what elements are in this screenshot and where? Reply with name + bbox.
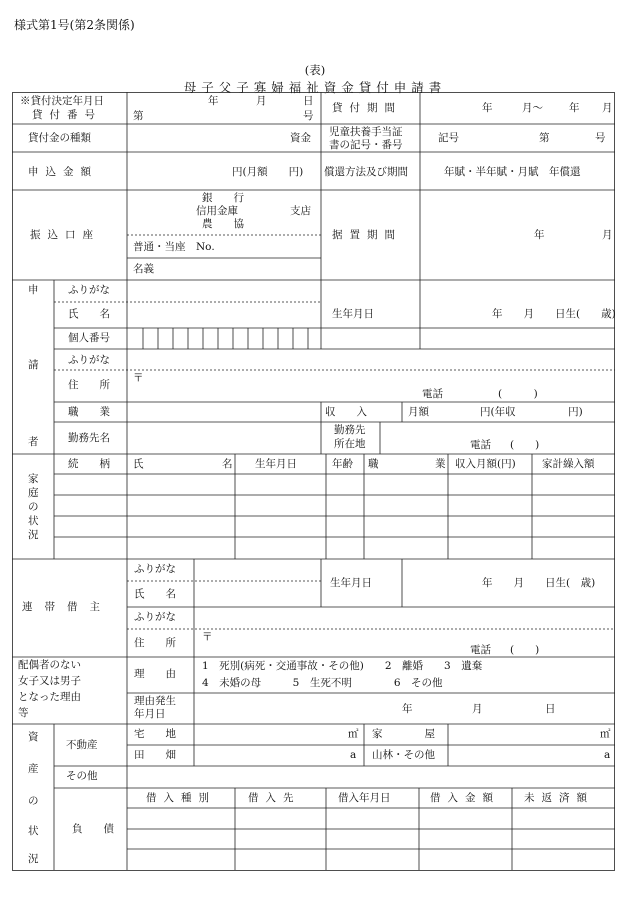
debt-col-type: 借入種別: [146, 792, 216, 804]
period-month2: 月: [602, 102, 613, 114]
child-allowance-label-1: 児童扶養手当証: [329, 126, 403, 138]
applicant-birth-value: 年 月 日生( 歳): [492, 308, 616, 320]
applicant-name-label: 氏 名: [68, 308, 110, 320]
guarantor-birth-value: 年 月 日生( 歳): [482, 577, 596, 589]
workplace-label: 勤務先名: [68, 432, 110, 444]
other-assets-label: その他: [66, 770, 98, 782]
family-col-name-1: 氏: [133, 458, 144, 470]
income-monthly: 月額: [408, 406, 429, 418]
repayment-label: 償還方法及び期間: [324, 166, 408, 178]
family-side-1: 家: [28, 473, 39, 485]
guarantor-phone: 電話: [470, 644, 491, 656]
reason-label-1: 配偶者のない: [18, 659, 81, 671]
guarantor-birth-label: 生年月日: [330, 577, 372, 589]
period-year2: 年: [569, 102, 580, 114]
loan-period-label: 貸付期間: [332, 102, 402, 114]
assets-side-3: の: [28, 795, 39, 807]
bank-option-2: 信用金庫: [196, 205, 238, 217]
loan-number-dai: 第: [133, 110, 144, 122]
decision-day: 日: [303, 95, 314, 107]
bank-option-1: 銀 行: [202, 192, 244, 204]
reason-options-1: 1 死別(病死・交通事故・その他) 2 離婚 3 遺棄: [202, 660, 483, 672]
account-label: 振込口座: [30, 229, 100, 241]
fund-suffix: 資金: [290, 132, 311, 144]
application-form-table: [12, 92, 615, 872]
family-side-2: 庭: [28, 487, 39, 499]
branch-label: 支店: [290, 205, 311, 217]
house-label: 家 屋: [372, 728, 435, 740]
reason-label-3: となった理由: [18, 691, 81, 703]
bank-option-3: 農 協: [202, 218, 244, 230]
applicant-side-1: 申: [28, 284, 39, 296]
decision-month: 月: [256, 95, 267, 107]
guarantor-postal-mark: 〒: [202, 631, 213, 643]
field-unit: a: [350, 749, 357, 761]
allowance-go: 号: [595, 132, 606, 144]
work-address-label-2: 所在地: [334, 438, 366, 450]
applicant-phone-paren: ( ): [498, 388, 538, 400]
work-phone: 電話: [470, 439, 491, 451]
reason-date-label-1: 理由発生: [134, 695, 176, 707]
occupation-label: 職 業: [68, 406, 110, 418]
family-col-name-2: 名: [222, 458, 233, 470]
land-label: 宅 地: [134, 728, 176, 740]
debt-label: 負 債: [72, 823, 114, 835]
personal-number-label: 個人番号: [68, 332, 110, 344]
form-title: 母子父子寡婦福祉資金貸付申請書: [183, 80, 447, 95]
reason-month: 月: [472, 703, 483, 715]
debt-col-amount: 借入金額: [430, 792, 500, 804]
house-unit: ㎡: [600, 728, 611, 740]
period-year1: 年: [482, 102, 493, 114]
fund-type-label: 貸付金の種類: [28, 132, 91, 144]
assets-side-5: 況: [28, 853, 39, 865]
reason-options-2: 4 未婚の母 5 生死不明 6 その他: [202, 677, 443, 689]
assets-side-2: 産: [28, 763, 39, 775]
family-col-income: 収入月額(円): [455, 458, 516, 470]
reason-day: 日: [545, 703, 556, 715]
family-col-occupation-2: 業: [435, 458, 446, 470]
guarantor-address-label: 住 所: [134, 637, 176, 649]
applicant-phone: 電話: [422, 388, 443, 400]
family-side-3: の: [28, 501, 39, 513]
deferment-month: 月: [602, 229, 613, 241]
guarantor-furigana-2: ふりがな: [134, 611, 176, 623]
family-side-4: 状: [28, 515, 39, 527]
amount-label: 申込金額: [28, 166, 98, 178]
applicant-birth-label: 生年月日: [332, 308, 374, 320]
work-address-label-1: 勤務先: [334, 424, 366, 436]
amount-value: 円(月額 円): [232, 166, 304, 178]
guarantor-label: 連帯借主: [22, 601, 112, 613]
reason-year: 年: [402, 703, 413, 715]
guarantor-phone-paren: ( ): [510, 644, 540, 656]
forest-unit: a: [604, 749, 611, 761]
debt-col-date: 借入年月日: [338, 792, 391, 804]
reason-date-label-2: 年月日: [134, 708, 166, 720]
family-side-5: 況: [28, 529, 39, 541]
debt-col-unpaid: 未返済額: [524, 792, 594, 804]
forest-label: 山林・その他: [372, 749, 435, 761]
work-phone-paren: ( ): [510, 439, 540, 451]
land-unit: ㎡: [348, 728, 359, 740]
deferment-label: 据置期間: [332, 229, 402, 241]
account-type: 普通・当座 No.: [133, 241, 215, 253]
guarantor-furigana: ふりがな: [134, 563, 176, 575]
applicant-side-3: 者: [28, 436, 39, 448]
loan-number-label: 貸付番号: [32, 109, 102, 121]
applicant-furigana: ふりがな: [68, 284, 110, 296]
form-number: 様式第1号(第2条関係): [14, 18, 135, 32]
child-allowance-label-2: 書の記号・番号: [329, 139, 403, 151]
family-col-contribution: 家計繰入額: [542, 458, 595, 470]
field-label: 田 畑: [134, 749, 176, 761]
form-side-label: (表): [304, 63, 326, 77]
assets-side-1: 資: [28, 731, 39, 743]
applicant-furigana-2: ふりがな: [68, 354, 110, 366]
reason-label-2: 女子又は男子: [18, 675, 81, 687]
real-estate-label: 不動産: [66, 739, 98, 751]
family-col-birth: 生年月日: [255, 458, 297, 470]
decision-date-label: ※貸付決定年月日: [20, 95, 104, 107]
income-annual: 円(年収 円): [480, 406, 583, 418]
applicant-side-2: 請: [28, 359, 39, 371]
applicant-address-label: 住 所: [68, 379, 110, 391]
period-month1: 月〜: [522, 102, 543, 114]
reason-type-label: 理 由: [134, 668, 176, 680]
family-col-occupation-1: 職: [368, 458, 379, 470]
account-holder: 名義: [133, 263, 154, 275]
guarantor-name-label: 氏 名: [134, 588, 176, 600]
allowance-dai: 第: [539, 132, 550, 144]
form-grid-lines: [12, 92, 615, 872]
assets-side-4: 状: [28, 825, 39, 837]
decision-year: 年: [208, 95, 219, 107]
family-col-age: 年齢: [332, 458, 353, 470]
reason-label-4: 等: [18, 707, 29, 719]
family-col-relation: 続 柄: [68, 458, 110, 470]
debt-col-lender: 借入先: [248, 792, 301, 804]
allowance-kigo: 記号: [438, 132, 459, 144]
deferment-year: 年: [534, 229, 545, 241]
repayment-options: 年賦・半年賦・月賦 年償還: [444, 166, 581, 178]
applicant-postal-mark: 〒: [133, 372, 144, 384]
income-label: 収 入: [325, 406, 367, 418]
loan-number-go: 号: [303, 110, 314, 122]
